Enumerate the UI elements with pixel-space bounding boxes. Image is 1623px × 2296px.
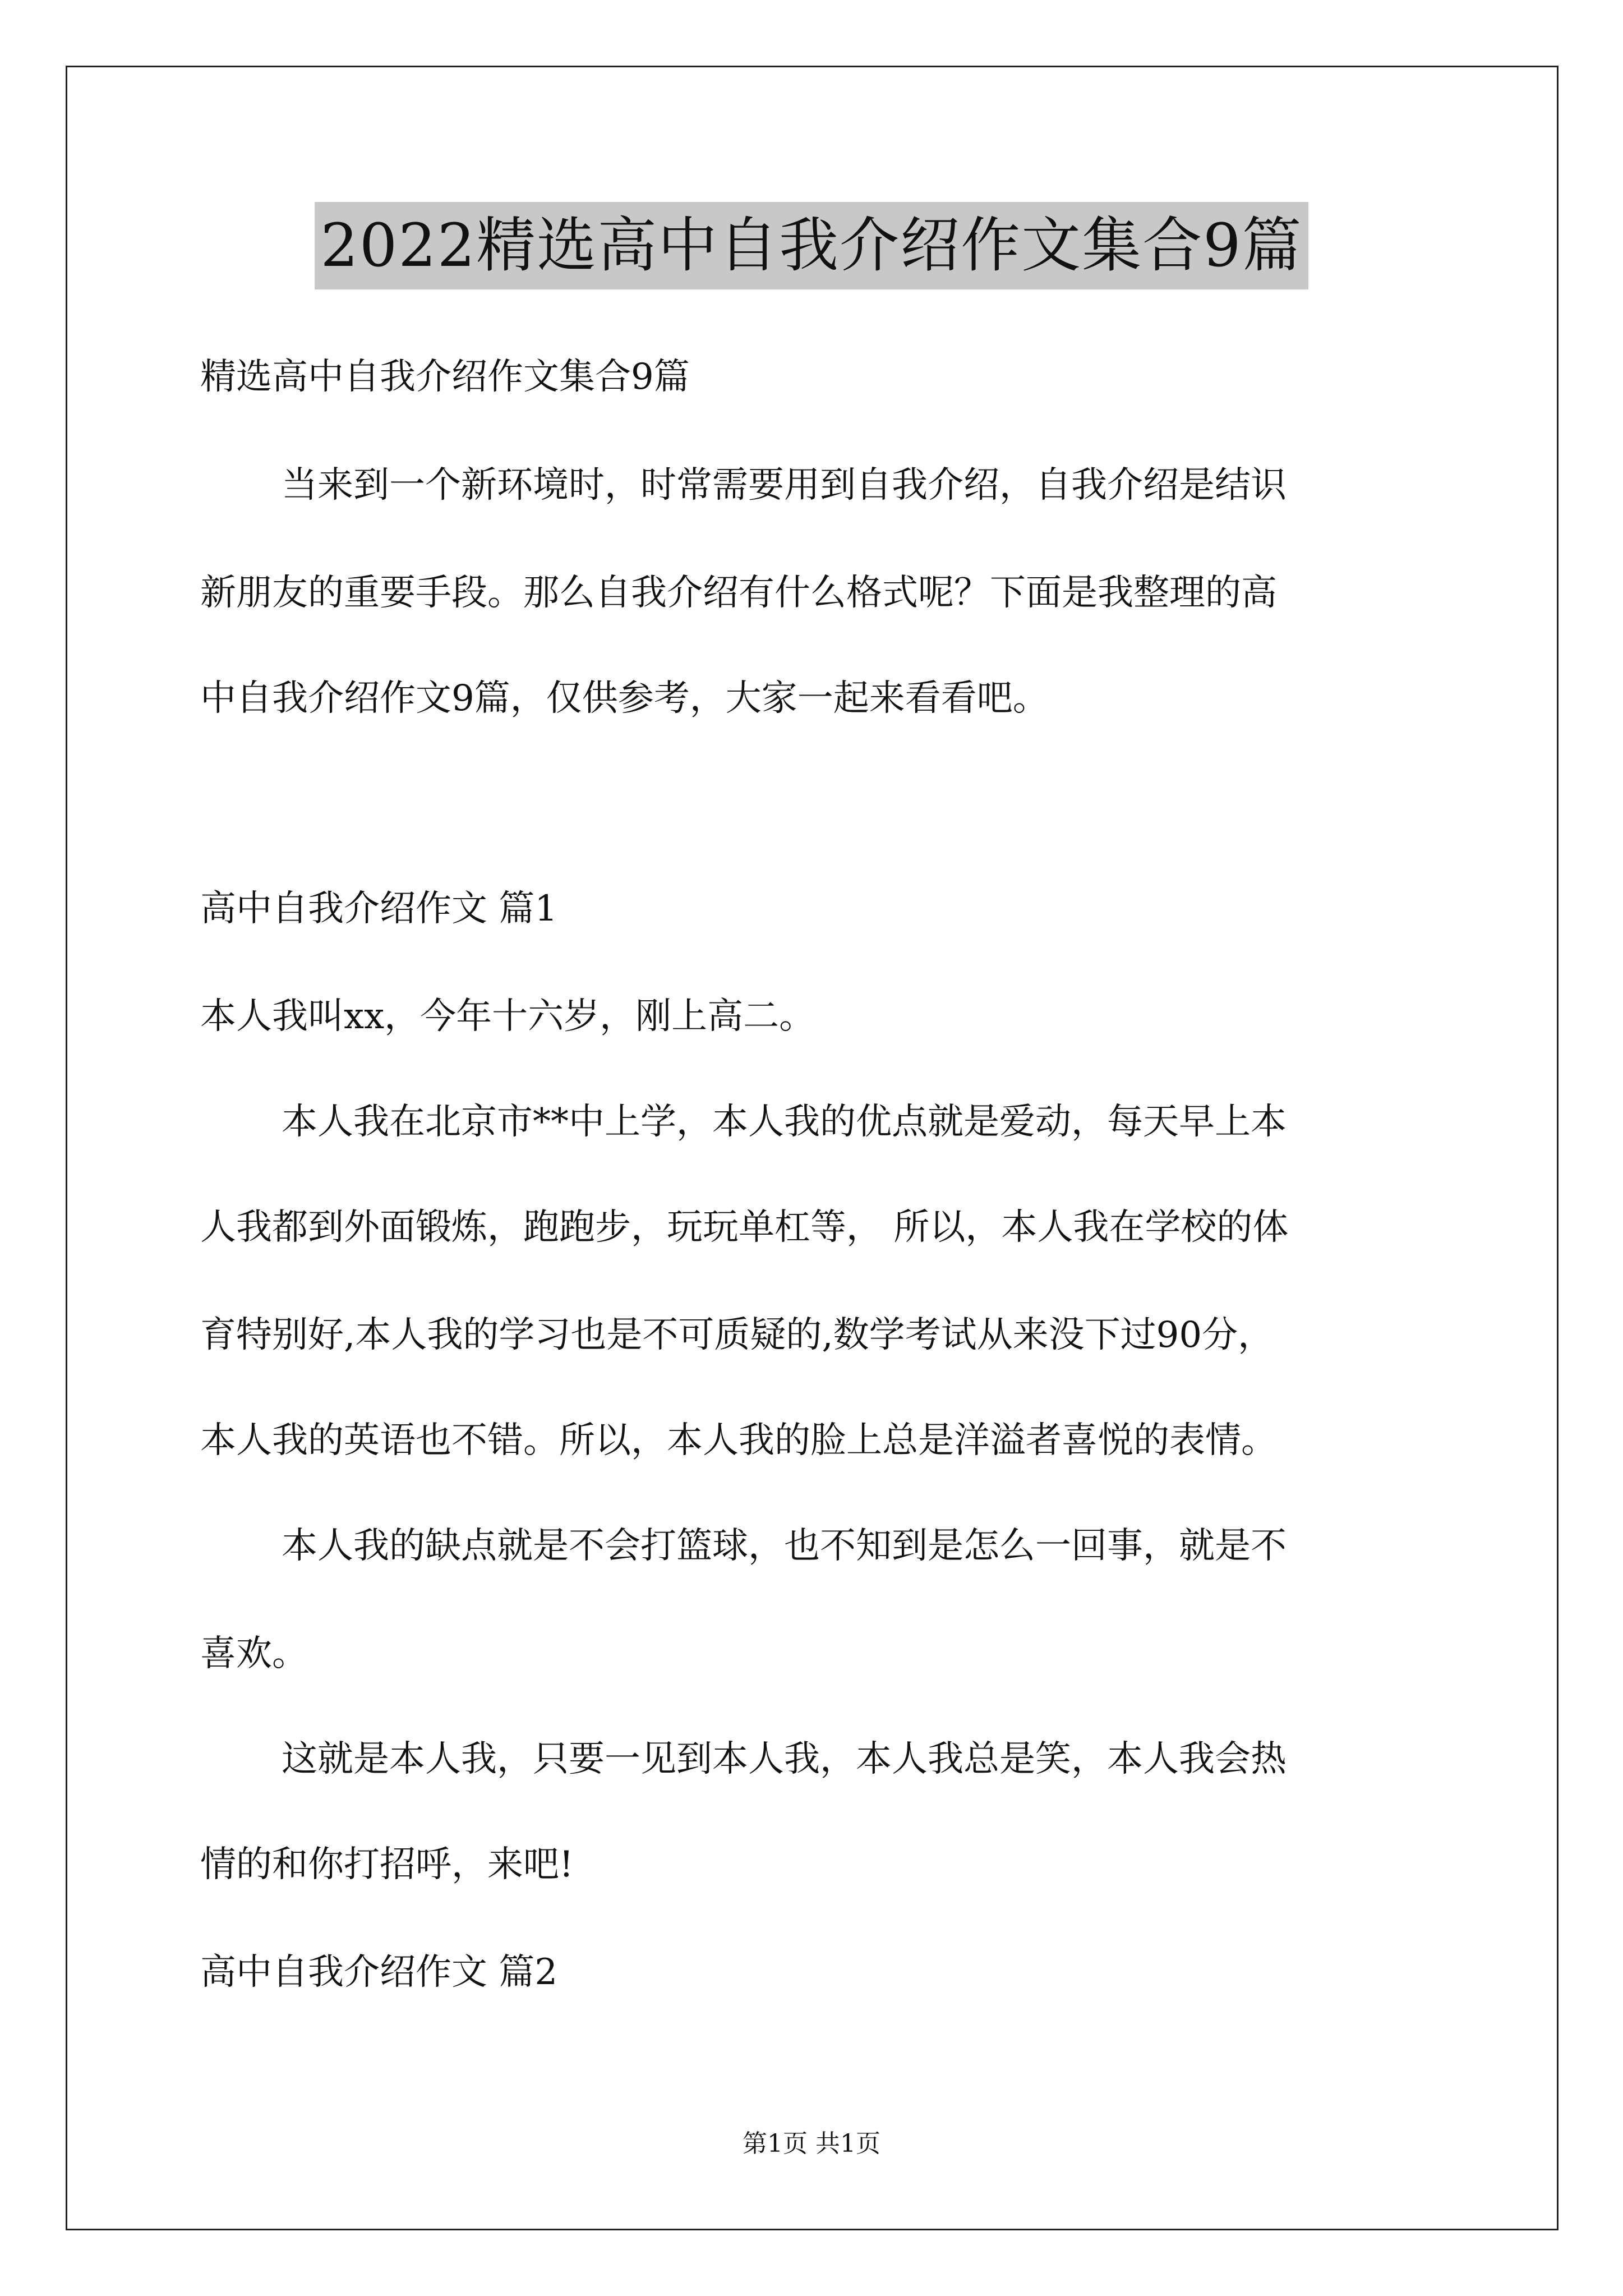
document-title: 2022精选高中自我介绍作文集合9篇 xyxy=(315,202,1308,289)
paragraph-line: 本人我叫xx，今年十六岁，刚上高二。 xyxy=(200,996,815,1037)
section-heading: 高中自我介绍作文 篇1 xyxy=(200,888,558,930)
intro-line: 中自我介绍作文9篇，仅供参考，大家一起来看看吧。 xyxy=(200,678,1049,719)
section-heading: 高中自我介绍作文 篇2 xyxy=(200,1952,558,1993)
intro-line: 新朋友的重要手段。那么自我介绍有什么格式呢？下面是我整理的高 xyxy=(200,572,1277,614)
page-footer: 第1页 共1页 xyxy=(743,2129,880,2158)
title-block xyxy=(0,202,1623,289)
paragraph-line: 这就是本人我，只要一见到本人我，本人我总是笑，本人我会热 xyxy=(282,1738,1287,1780)
paragraph-line: 人我都到外面锻炼，跑跑步，玩玩单杠等， 所以，本人我在学校的体 xyxy=(200,1207,1289,1248)
subtitle: 精选高中自我介绍作文集合9篇 xyxy=(200,356,690,398)
paragraph-line: 喜欢。 xyxy=(200,1633,308,1674)
intro-line: 当来到一个新环境时，时常需要用到自我介绍，自我介绍是结识 xyxy=(282,464,1287,506)
paragraph-line: 情的和你打招呼，来吧! xyxy=(200,1844,574,1885)
paragraph-line: 本人我的缺点就是不会打篮球，也不知到是怎么一回事，就是不 xyxy=(282,1525,1287,1567)
paragraph-line: 本人我的英语也不错。所以，本人我的脸上总是洋溢者喜悦的表情。 xyxy=(200,1420,1277,1461)
paragraph-line: 育特别好,本人我的学习也是不可质疑的,数学考试从来没下过90分， xyxy=(200,1314,1274,1356)
paragraph-line: 本人我在北京市**中上学，本人我的优点就是爱动，每天早上本 xyxy=(282,1101,1287,1143)
